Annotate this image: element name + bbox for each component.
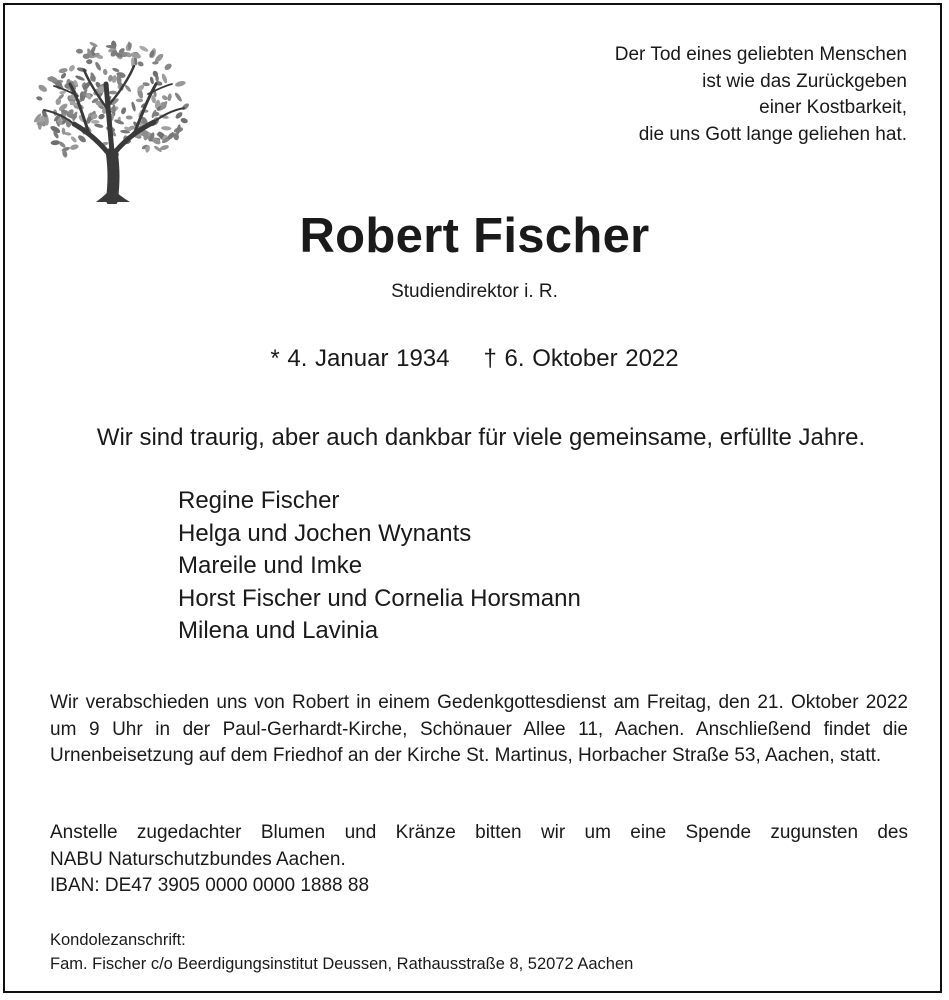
leaf bbox=[181, 102, 191, 111]
leaf bbox=[149, 76, 154, 84]
donation-line: Anstelle zugedachter Blumen und Kränze bitten wir um eine Spende zugunsten des bbox=[50, 822, 908, 843]
leaf bbox=[126, 115, 133, 120]
mourner-name: Helga und Jochen Wynants bbox=[178, 519, 472, 547]
leaf bbox=[68, 64, 76, 73]
service-paragraph: Wir verabschieden uns von Robert in einem Gedenkgottesdienst am Freitag, den 21. Oktober 2022 um 9 Uhr in der Paul-Gerhardt-Kirche, Schönauer Allee 11, Aachen. Anschließend findet die Urnenbeisetzung auf dem Friedhof an der Kirche St. Martinus, Horbacher Straße 53, Aachen, statt. bbox=[50, 692, 908, 767]
leaf bbox=[161, 94, 168, 101]
birth-date: * 4. Januar 1934 bbox=[270, 345, 450, 372]
leaf bbox=[167, 93, 172, 101]
leaf bbox=[120, 107, 127, 115]
leaf bbox=[109, 91, 117, 95]
leaf bbox=[94, 61, 102, 71]
deceased-title: Studiendirektor i. R. bbox=[391, 281, 558, 302]
leaf bbox=[86, 59, 92, 64]
leaf bbox=[94, 123, 104, 129]
leaf bbox=[69, 143, 79, 150]
condolence-address-line: Fam. Fischer c/o Beerdigungsinstitut Deussen, Rathausstraße 8, 52072 Aachen bbox=[50, 955, 634, 973]
donation-line: NABU Naturschutzbundes Aachen. bbox=[50, 848, 346, 870]
deceased-name: Robert Fischer bbox=[299, 209, 650, 263]
leaf bbox=[97, 113, 105, 120]
condolence-label: Kondolezanschrift: bbox=[50, 931, 186, 949]
leaf bbox=[137, 61, 145, 68]
leaf bbox=[91, 120, 100, 124]
leaf bbox=[163, 62, 173, 71]
leaf bbox=[161, 126, 172, 131]
donation-paragraph bbox=[50, 820, 908, 900]
mourners-list bbox=[178, 485, 581, 648]
leaf bbox=[77, 134, 87, 144]
mourner-name: Milena und Lavinia bbox=[178, 617, 379, 645]
leaf bbox=[75, 74, 86, 81]
quote-line: ist wie das Zurückgeben bbox=[702, 70, 907, 92]
tree-icon bbox=[30, 32, 195, 204]
leaf bbox=[76, 48, 83, 53]
mourner-name: Horst Fischer und Cornelia Horsmann bbox=[178, 584, 581, 612]
leaf bbox=[60, 72, 67, 80]
mourner-name: Mareile und Imke bbox=[178, 552, 363, 580]
quote-line: einer Kostbarkeit, bbox=[759, 97, 907, 118]
life-dates bbox=[0, 345, 949, 373]
leaf bbox=[180, 117, 188, 124]
leaf bbox=[174, 80, 186, 88]
leaf bbox=[37, 83, 48, 93]
leaf bbox=[102, 69, 107, 76]
leaf bbox=[136, 99, 143, 103]
leaf bbox=[58, 67, 68, 74]
iban: IBAN: DE47 3905 0000 0000 1888 88 bbox=[50, 875, 370, 897]
leaf bbox=[161, 73, 169, 84]
mourner-name: Regine Fischer bbox=[178, 487, 340, 514]
death-date: † 6. Oktober 2022 bbox=[483, 345, 679, 372]
quote-line: Der Tod eines geliebten Menschen bbox=[614, 44, 907, 65]
condolence-address bbox=[50, 928, 633, 976]
leaf bbox=[112, 67, 120, 73]
leaf bbox=[131, 101, 137, 112]
leaf bbox=[70, 135, 78, 143]
bible-quote bbox=[615, 42, 907, 148]
leaf bbox=[139, 45, 150, 53]
leaf bbox=[124, 84, 132, 93]
leaf bbox=[159, 100, 169, 111]
quote-line: die uns Gott lange geliehen hat. bbox=[638, 123, 907, 145]
leaf bbox=[174, 92, 183, 103]
tagline: Wir sind traurig, aber auch dankbar für viele gemeinsame, erfüllte Jahre. bbox=[96, 424, 866, 451]
leaf bbox=[36, 96, 43, 102]
